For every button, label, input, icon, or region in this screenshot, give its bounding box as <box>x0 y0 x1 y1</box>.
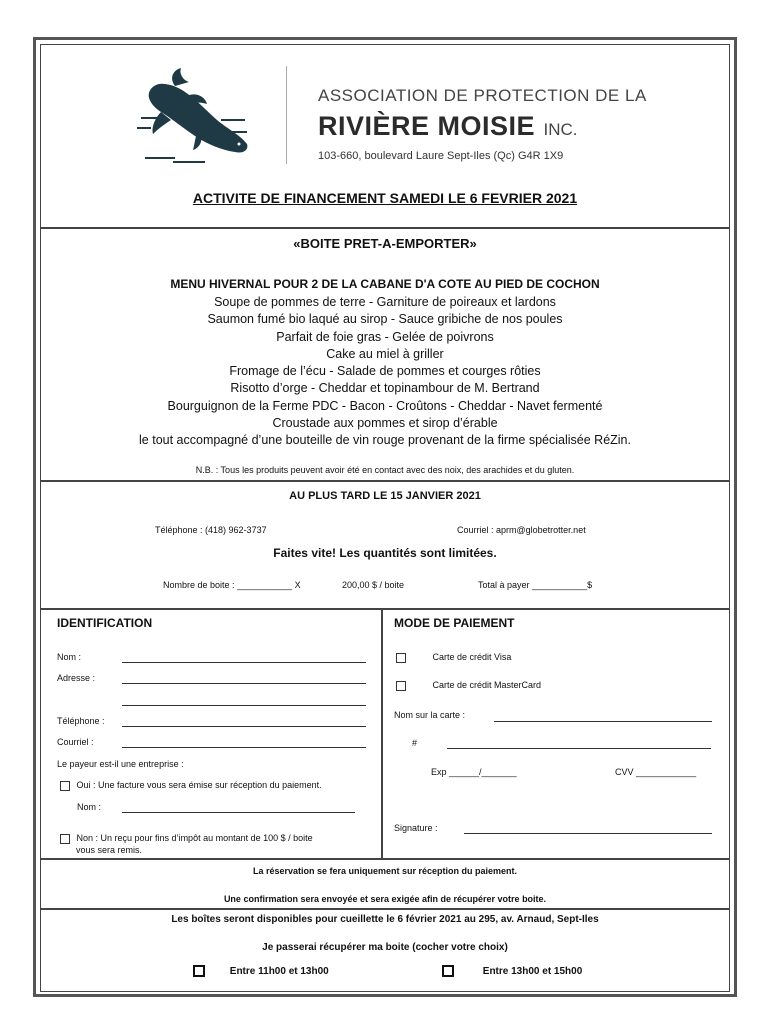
reservation-note: La réservation se fera uniquement sur réception du paiement. <box>252 866 518 876</box>
payment-title: MODE DE PAIEMENT <box>394 616 515 630</box>
oui-option <box>60 780 322 791</box>
menu-item: Cake au miel à griller <box>326 346 444 361</box>
non-label-2: vous sera remis. <box>76 845 143 855</box>
card-number-field[interactable] <box>447 748 711 749</box>
association-address: 103-660, boulevard Laure Sept-Iles (Qc) G4R 1X9 <box>318 150 564 162</box>
nom-field[interactable] <box>122 662 366 663</box>
menu-item: Risotto d’orge - Cheddar et topinambour de M. Bertrand <box>230 381 540 396</box>
adresse-label: Adresse : <box>57 673 96 683</box>
total-field[interactable]: Total à payer ___________$ <box>478 580 593 590</box>
slot-option-2 <box>442 965 582 977</box>
menu-items <box>40 294 730 450</box>
salmon-logo <box>135 62 265 167</box>
oui-label: Oui : Une facture vous sera émise sur réception du paiement. <box>76 780 322 790</box>
allergen-note: N.B. : Tous les produits peuvent avoir été en contact avec des noix, des arachides et du gluten. <box>195 465 575 475</box>
identification-box <box>40 609 382 859</box>
nom2-label: Nom : <box>77 802 102 812</box>
oui-checkbox[interactable] <box>60 781 70 791</box>
slot1-label: Entre 11h00 et 13h00 <box>229 965 329 977</box>
hurry-message: Faites vite! Les quantités sont limitées. <box>273 546 497 560</box>
visa-option <box>396 652 511 663</box>
telephone-field[interactable] <box>122 726 366 727</box>
signature-field[interactable] <box>464 833 712 834</box>
non-checkbox[interactable] <box>60 834 70 844</box>
adresse-field-1[interactable] <box>122 683 366 684</box>
card-name-label: Nom sur la carte : <box>394 710 466 720</box>
courriel-field[interactable] <box>122 747 366 748</box>
visa-checkbox[interactable] <box>396 653 406 663</box>
menu-item: le tout accompagné d’une bouteille de vin rouge provenant de la firme spécialisée RéZin. <box>139 433 631 448</box>
deadline: AU PLUS TARD LE 15 JANVIER 2021 <box>289 490 481 502</box>
association-line2: RIVIÈRE MOISIE <box>318 111 536 141</box>
mastercard-option <box>396 680 541 691</box>
email: Courriel : aprm@globetrotter.net <box>457 525 586 535</box>
slot2-checkbox[interactable] <box>442 965 454 977</box>
event-title: ACTIVITE DE FINANCEMENT SAMEDI LE 6 FEVRIER 2021 <box>192 190 578 206</box>
logo-divider <box>286 66 287 164</box>
signature-label: Signature : <box>394 823 438 833</box>
mastercard-checkbox[interactable] <box>396 681 406 691</box>
confirmation-note: Une confirmation sera envoyée et sera exigée afin de récupérer votre boite. <box>223 894 547 904</box>
slot-option-1 <box>193 965 329 977</box>
menu-item: Bourguignon de la Ferme PDC - Bacon - Croûtons - Cheddar - Navet fermenté <box>167 398 603 413</box>
slot1-checkbox[interactable] <box>193 965 205 977</box>
nom-label: Nom : <box>57 652 82 662</box>
visa-label: Carte de crédit Visa <box>432 652 512 662</box>
association-line1: ASSOCIATION DE PROTECTION DE LA <box>318 86 647 105</box>
adresse-field-2[interactable] <box>122 705 366 706</box>
menu-item: Croustade aux pommes et sirop d’érable <box>272 416 498 431</box>
courriel-label: Courriel : <box>57 737 94 747</box>
choose-slot: Je passerai récupérer ma boite (cocher votre choix) <box>262 942 508 953</box>
unit-price: 200,00 $ / boite <box>342 580 405 590</box>
payment-box <box>382 609 730 859</box>
menu-title: MENU HIVERNAL POUR 2 DE LA CABANE D'A COTE AU PIED DE COCHON <box>170 277 600 291</box>
nom2-field[interactable] <box>122 812 355 813</box>
slot2-label: Entre 13h00 et 15h00 <box>482 965 583 977</box>
non-label-1: Non : Un reçu pour fins d’impôt au montant de 100 $ / boite <box>76 833 313 843</box>
menu-item: Saumon fumé bio laqué au sirop - Sauce gribiche de nos poules <box>207 312 563 327</box>
pickup-info: Les boîtes seront disponibles pour cueillette le 6 février 2021 au 295, av. Arnaud, Sept-Iles <box>171 914 599 925</box>
menu-item: Soupe de pommes de terre - Garniture de poireaux et lardons <box>214 295 556 309</box>
payeur-question: Le payeur est-il une entreprise : <box>57 759 184 769</box>
card-name-field[interactable] <box>494 721 712 722</box>
quantity-field[interactable]: Nombre de boite : ___________ X <box>163 580 301 590</box>
box-title: «BOITE PRET-A-EMPORTER» <box>293 236 477 251</box>
phone: Téléphone : (418) 962-3737 <box>155 525 267 535</box>
association-inc: INC. <box>543 120 578 139</box>
menu-item: Fromage de l’écu - Salade de pommes et courges rôties <box>229 364 541 379</box>
association-name <box>318 111 578 142</box>
mastercard-label: Carte de crédit MasterCard <box>432 680 542 690</box>
non-option <box>60 832 313 856</box>
cvv-field[interactable]: CVV ____________ <box>615 767 697 777</box>
telephone-label: Téléphone : <box>57 716 105 726</box>
identification-title: IDENTIFICATION <box>57 616 153 630</box>
card-number-label: # <box>412 738 418 748</box>
exp-field[interactable]: Exp ______/_______ <box>431 767 517 777</box>
menu-item: Parfait de foie gras - Gelée de poivrons <box>276 329 494 344</box>
